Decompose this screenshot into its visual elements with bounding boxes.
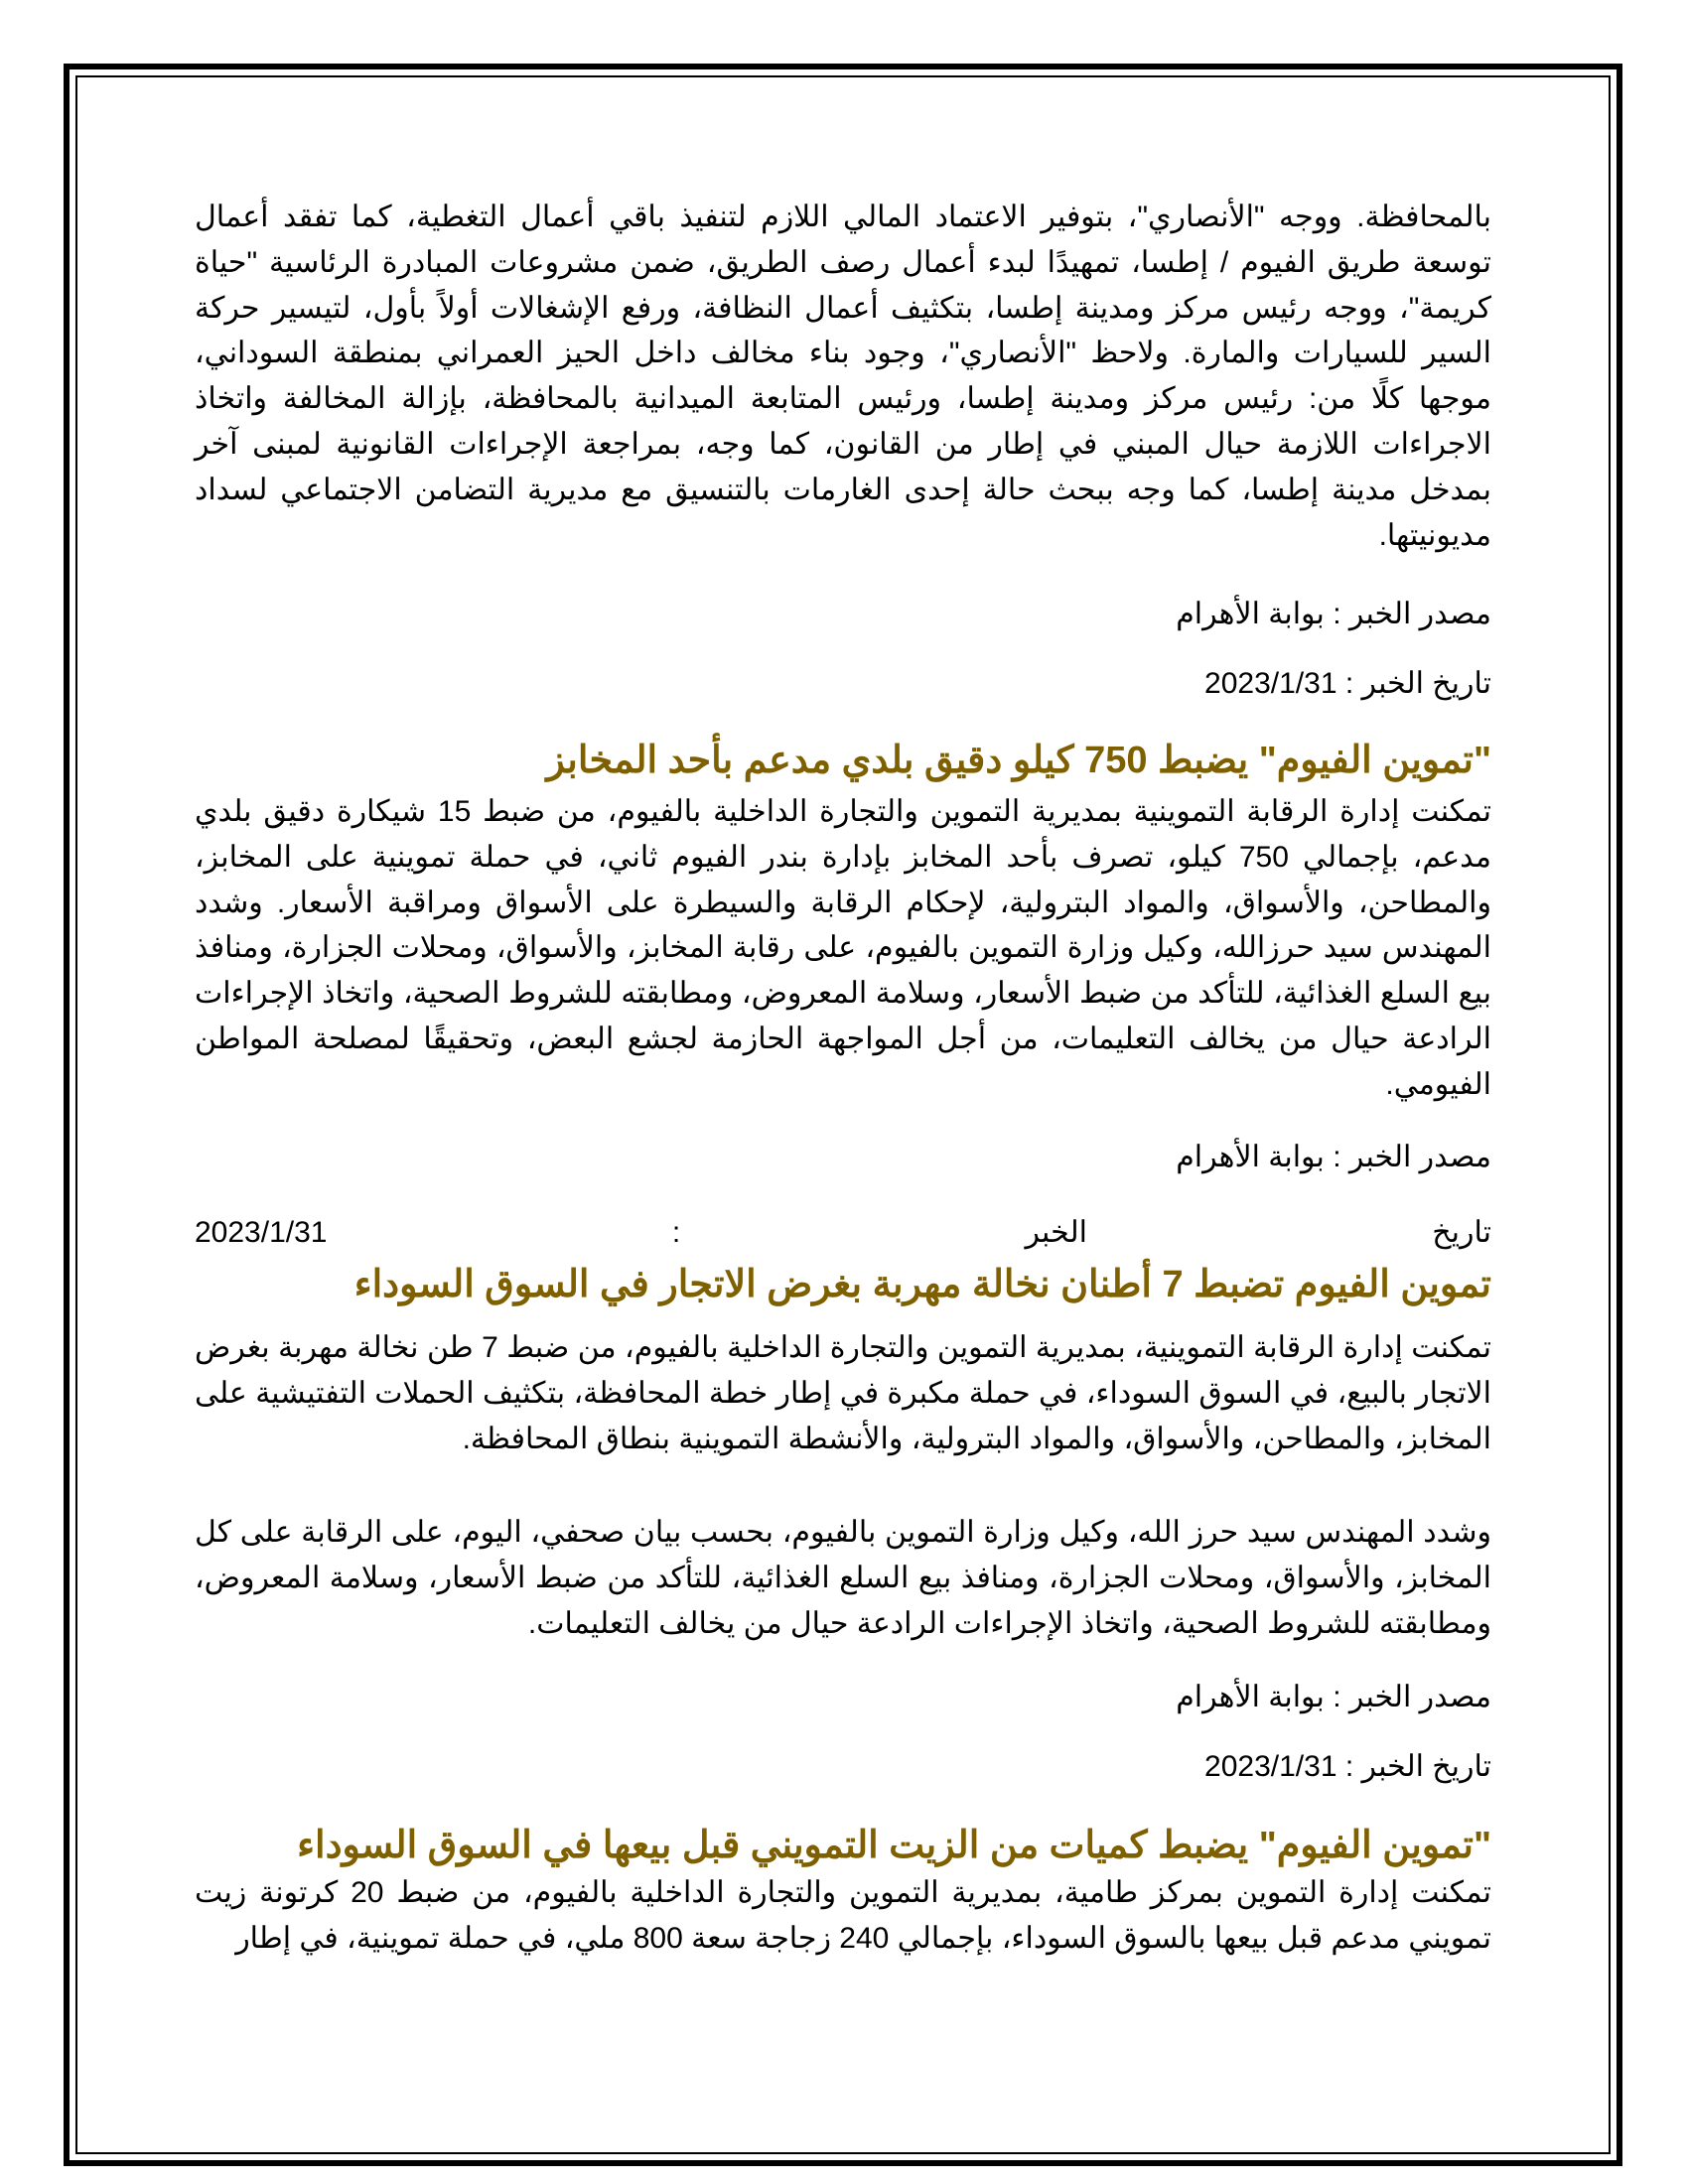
date-separator: : — [671, 1216, 681, 1249]
article-2-date — [195, 1210, 1491, 1256]
article-3-paragraph-1: تمكنت إدارة الرقابة التموينية، بمديرية التموين والتجارة الداخلية بالفيوم، من ضبط 7 طن نخالة مهربة بغرض الاتجار بالبيع، في السوق السوداء، في حملة مكبرة في إطار خطة المحافظة، بتكثيف الحملات التفتيشية على المخابز، والمطاحن، والأسواق، والمواد البترولية، والأنشطة التموينية بنطاق المحافظة. — [195, 1331, 1491, 1455]
article-3-date: تاريخ الخبر : 2023/1/31 — [1204, 1750, 1491, 1783]
date-label-word-2: الخبر — [1025, 1216, 1087, 1249]
article-2-source: مصدر الخبر : بوابة الأهرام — [1176, 1141, 1491, 1173]
article-1-date: تاريخ الخبر : 2023/1/31 — [1204, 667, 1491, 700]
article-1-paragraph: بالمحافظة. ووجه "الأنصاري"، بتوفير الاعتماد المالي اللازم لتنفيذ باقي أعمال التغطية، كما تفقد أعمال توسعة طريق الفيوم / إطسا، تمهيدًا لبدء أعمال رصف الطريق، ضمن مشروعات المبادرة الرئاسية "حياة كريمة"، ووجه رئيس مركز ومدينة إطسا، بتكثيف أعمال النظافة، ورفع الإشغالات أولاً بأول، لتيسير حركة السير للسيارات والمارة. ولاحظ "الأنصاري"، وجود بناء مخالف داخل الحيز العمراني بمنطقة السوداني، موجها كلًا من: رئيس مركز ومدينة إطسا، ورئيس المتابعة الميدانية بالمحافظة، بإزالة المخالفة واتخاذ الاجراءات اللازمة حيال المبني في إطار من القانون، كما وجه، بمراجعة الإجراءات القانونية لمبنى آخر بمدخل مدينة إطسا، كما وجه ببحث حالة إحدى الغارمات بالتنسيق مع مديرية التضامن الاجتماعي لسداد مديونيتها. — [195, 201, 1491, 552]
article-3-title: تموين الفيوم تضبط 7 أطنان نخالة مهربة بغرض الاتجار في السوق السوداء — [353, 1264, 1491, 1305]
date-value: 2023/1/31 — [195, 1216, 328, 1249]
article-4-paragraph: تمكنت إدارة التموين بمركز طامية، بمديرية التموين والتجارة الداخلية بالفيوم، من ضبط 20 كرتونة زيت تمويني مدعم قبل بيعها بالسوق السوداء، بإجمالي 240 زجاجة سعة 800 ملي، في حملة تموينية، في إطار — [195, 1876, 1491, 1955]
date-label-word-1: تاريخ — [1432, 1216, 1491, 1249]
article-2-title: "تموين الفيوم" يضبط 750 كيلو دقيق بلدي مدعم بأحد المخابز — [546, 740, 1491, 781]
article-3-paragraph-2: وشدد المهندس سيد حرز الله، وكيل وزارة التموين بالفيوم، بحسب بيان صحفي، اليوم، على الرقابة على كل المخابز، والأسواق، ومحلات الجزارة، ومنافذ بيع السلع الغذائية، للتأكد من ضبط الأسعار، وسلامة المعروض، ومطابقته للشروط الصحية، واتخاذ الإجراءات الرادعة حيال من يخالف التعليمات. — [195, 1516, 1491, 1640]
article-3-source: مصدر الخبر : بوابة الأهرام — [1176, 1681, 1491, 1713]
article-2-paragraph: تمكنت إدارة الرقابة التموينية بمديرية التموين والتجارة الداخلية بالفيوم، من ضبط 15 شيكارة دقيق بلدي مدعم، بإجمالي 750 كيلو، تصرف بأحد المخابز بإدارة بندر الفيوم ثاني، في حملة تموينية على المخابز، والمطاحن، والأسواق، والمواد البترولية، لإحكام الرقابة والسيطرة على الأسواق ومراقبة الأسعار. وشدد المهندس سيد حرزالله، وكيل وزارة التموين بالفيوم، على رقابة المخابز، والأسواق، ومحلات الجزارة، ومنافذ بيع السلع الغذائية، للتأكد من ضبط الأسعار، وسلامة المعروض، ومطابقته للشروط الصحية، واتخاذ الإجراءات الرادعة حيال من يخالف التعليمات، من أجل المواجهة الحازمة لجشع البعض، وتحقيقًا لمصلحة المواطن الفيومي. — [195, 795, 1492, 1101]
article-4-title: "تموين الفيوم" يضبط كميات من الزيت التمويني قبل بيعها في السوق السوداء — [297, 1825, 1491, 1866]
article-1-source: مصدر الخبر : بوابة الأهرام — [1176, 598, 1491, 630]
